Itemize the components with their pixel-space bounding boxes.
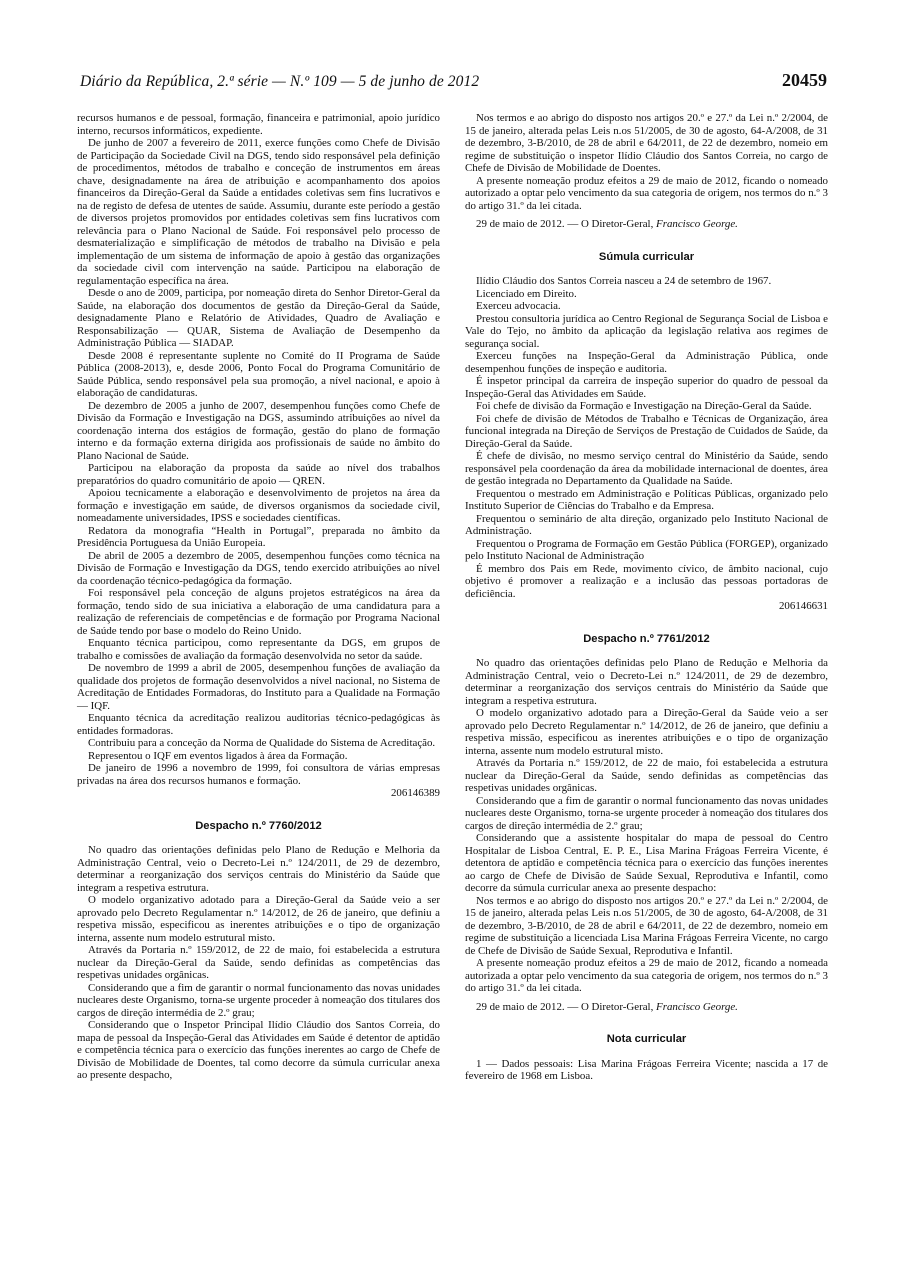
paragraph: Através da Portaria n.º 159/2012, de 22 de maio, foi estabelecida a estrutura nuclear da Direção-Geral da Saúde, sendo definidas as competências das respetivas unidades orgânicas. bbox=[77, 944, 440, 981]
paragraph: De janeiro de 1996 a novembro de 1999, foi consultora de várias empresas privadas na área dos recursos humanos e formação. bbox=[77, 762, 440, 787]
paragraph: Foi chefe de divisão de Métodos de Trabalho e Técnicas de Organização, área funcional integrada na Direção de Serviços de Prestação de Cuidados de Saúde, da Direção-Geral da Saúde. bbox=[465, 412, 828, 450]
paragraph: É membro dos Pais em Rede, movimento cívico, de âmbito nacional, cujo objetivo é promover a realização e a inclusão das pessoas portadoras de deficiência. bbox=[465, 562, 828, 600]
reference-number: 206146389 bbox=[390, 787, 440, 799]
paragraph: Exerceu advocacia. bbox=[476, 300, 561, 312]
paragraph: Foi responsável pela conceção de alguns projetos estratégicos na área da formação, tendo sido de sua iniciativa a elaboração de uma candidatura para a realização de referenciais de competências e de formação por Programa Nacional de Saúde tendo por base o modelo do Reino Unido. bbox=[77, 587, 440, 637]
paragraph: Considerando que a fim de garantir o normal funcionamento das novas unidades nucleares deste Organismo, torna-se urgente proceder à nomeação dos titulares dos cargos de direção intermédia de 2.º grau; bbox=[77, 981, 440, 1019]
paragraph: Enquanto técnica da acreditação realizou auditorias técnico-pedagógicas às entidades formadoras. bbox=[77, 712, 440, 737]
paragraph: Desde o ano de 2009, participa, por nomeação direta do Senhor Diretor-Geral da Saúde, na elaboração dos documentos de gestão da Direção-Geral da Saúde, designadamente Plano e Relatório de Atividades, Quadro de Avaliação e Responsabilização — QUAR, Sistema de Avaliação de Desempenho da Administração Pública — SIADAP. bbox=[77, 287, 440, 349]
paragraph: Frequentou o mestrado em Administração e Políticas Públicas, organizado pelo Instituto Superior de Ciências do Trabalho e da Empresa. bbox=[465, 487, 828, 512]
paragraph: Contribuiu para a conceção da Norma de Qualidade do Sistema de Acreditação. bbox=[88, 737, 436, 749]
left-column bbox=[77, 112, 440, 1082]
paragraph: Representou o IQF em eventos ligados à área da Formação. bbox=[88, 749, 348, 762]
paragraph: É chefe de divisão, no mesmo serviço central do Ministério da Saúde, sendo responsável pela coordenação da área da mobilidade internacional de doentes, área de gestão integrada no Departamento da Qualidade na Saúde. bbox=[465, 450, 828, 487]
paragraph: Considerando que a fim de garantir o normal funcionamento das novas unidades nucleares deste Organismo, torna-se urgente proceder à nomeação dos titulares dos cargos de direção intermédia de 2.º grau; bbox=[465, 794, 828, 832]
signature-text: 29 de maio de 2012. — O Diretor-Geral, bbox=[476, 218, 654, 230]
signatory-name: Francisco George. bbox=[656, 218, 738, 230]
paragraph: Licenciado em Direito. bbox=[476, 287, 577, 300]
signature-line bbox=[465, 218, 828, 231]
paragraph: O modelo organizativo adotado para a Direção-Geral da Saúde veio a ser aprovado pelo Decreto Regulamentar n.º 14/2012, de 26 de janeiro, que definiu a respetiva missão, especificou as inerentes atribuições e o tipo de organização interna, assente num modelo estrutural misto. bbox=[465, 707, 828, 757]
signature-text: 29 de maio de 2012. — O Diretor-Geral, bbox=[476, 1000, 654, 1013]
paragraph: A presente nomeação produz efeitos a 29 de maio de 2012, ficando a nomeada autorizada a optar pelo vencimento da sua categoria de origem, nos termos do n.º 3 do artigo 31.º da lei citada. bbox=[465, 957, 828, 994]
paragraph: De novembro de 1999 a abril de 2005, desempenhou funções de avaliação da qualidade dos projetos de formação desenvolvidos a nível nacional, no Sistema de Acreditação de Entidades Formadoras, do Instituto para a Qualidade na Formação — IQF. bbox=[77, 662, 440, 712]
journal-title: Diário da República, 2.ª série — N.º 109 — 5 de junho de 2012 bbox=[80, 73, 480, 90]
despacho-7761-heading: Despacho n.º 7761/2012 bbox=[583, 632, 710, 645]
paragraph: Considerando que a assistente hospitalar do mapa de pessoal do Centro Hospitalar de Lisboa Central, E. P. E., Lisa Marina Frágoas Ferreira Vicente, é detentora de aptidão e competência técnica para o exercício das funções inerentes ao cargo de Chefe de Divisão de Saúde Sexual, Reprodutiva e Infantil, como decorre da súmula curricular anexa ao presente despacho: bbox=[465, 832, 828, 894]
paragraph: 1 — Dados pessoais: Lisa Marina Frágoas Ferreira Vicente; nascida a 17 de fevereiro de 1968 em Lisboa. bbox=[465, 1057, 828, 1082]
despacho-7760-heading: Despacho n.º 7760/2012 bbox=[195, 819, 322, 832]
nota-curricular-heading: Nota curricular bbox=[606, 1033, 687, 1045]
paragraph: Considerando que o Inspetor Principal Ilídio Cláudio dos Santos Correia, do mapa de pessoal da Inspeção-Geral das Atividades em Saúde é detentor de aptidão e competência técnica para o exercício das funções inerentes ao cargo de Chefe de Divisão de Mobilidade de Doentes, tal como decorre da súmula curricular anexa ao presente despacho, bbox=[77, 1019, 440, 1081]
paragraph: Desde 2008 é representante suplente no Comité do II Programa de Saúde Pública (2008-2013), e, desde 2006, Ponto Focal do Programa Comunitário de Saúde Pública, sendo responsável pela sua promoção, a nível nacional, e apoio à elaboração de candidaturas. bbox=[77, 349, 440, 399]
paragraph: A presente nomeação produz efeitos a 29 de maio de 2012, ficando o nomeado autorizado a optar pelo vencimento da sua categoria de origem, nos termos do n.º 3 do artigo 31.º da lei citada. bbox=[465, 174, 828, 212]
paragraph: Ilídio Cláudio dos Santos Correia nasceu a 24 de setembro de 1967. bbox=[476, 275, 772, 287]
paragraph: Enquanto técnica participou, como representante da DGS, em grupos de trabalho e comissões de avaliação da formação desenvolvida no setor da saúde. bbox=[77, 637, 440, 662]
page-number: 20459 bbox=[782, 70, 827, 90]
paragraph: Exerceu funções na Inspeção-Geral da Administração Pública, onde desempenhou funções de inspeção e auditoria. bbox=[465, 350, 828, 375]
paragraph: Redatora da monografia “Health in Portugal”, preparada no âmbito da Presidência Portuguesa da União Europeia. bbox=[77, 524, 440, 549]
right-column bbox=[465, 112, 828, 1083]
paragraph: Apoiou tecnicamente a elaboração e desenvolvimento de projetos na área da formação e investigação em saúde, de diversos organismos da sociedade civil, nomeadamente universidades, IPSS e sociedades científicas. bbox=[77, 487, 440, 524]
paragraph: Participou na elaboração da proposta da saúde ao nível dos trabalhos preparatórios do quadro comunitário de apoio — QREN. bbox=[77, 462, 440, 487]
paragraph: No quadro das orientações definidas pelo Plano de Redução e Melhoria da Administração Central, veio o Decreto-Lei n.º 124/2011, de 29 de dezembro, determinar a reorganização dos serviços centrais do Ministério da Saúde que integram a respetiva estrutura. bbox=[77, 844, 440, 894]
signatory-name: Francisco George. bbox=[656, 1000, 738, 1013]
paragraph: Através da Portaria n.º 159/2012, de 22 de maio, foi estabelecida a estrutura nuclear da Direção-Geral da Saúde, sendo definidas as competências das respetivas unidades orgânicas. bbox=[465, 757, 828, 794]
paragraph: Foi chefe de divisão da Formação e Investigação na Direção-Geral da Saúde. bbox=[476, 400, 812, 412]
paragraph: Nos termos e ao abrigo do disposto nos artigos 20.º e 27.º da Lei n.º 2/2004, de 15 de janeiro, alterada pelas Leis n.os 51/2005, de 30 de agosto, 64-A/2008, de 31 de dezembro, 3-B/2010, de 28 de abril e 64/2011, de 22 de dezembro, nomeio em regime de substituição o inspetor Ilídio Cláudio dos Santos Correia, no cargo de Chefe de Divisão de Mobilidade de Doentes. bbox=[465, 112, 828, 174]
paragraph: O modelo organizativo adotado para a Direção-Geral da Saúde veio a ser aprovado pelo Decreto Regulamentar n.º 14/2012, de 26 de janeiro, que definiu a respetiva missão, especificou as inerentes atribuições e o tipo de organização interna, assente num modelo estrutural misto. bbox=[77, 894, 440, 944]
paragraph: De abril de 2005 a dezembro de 2005, desempenhou funções como técnica na Divisão de Formação e Investigação da DGS, tendo exercido atribuições ao nível da coordenação técnico-pedagógica da formação. bbox=[77, 549, 440, 587]
paragraph: É inspetor principal da carreira de inspeção superior do quadro de pessoal da Inspeção-Geral das Atividades em Saúde. bbox=[465, 375, 828, 400]
page-header bbox=[80, 70, 827, 96]
paragraph: Nos termos e ao abrigo do disposto nos artigos 20.º e 27.º da Lei n.º 2/2004, de 15 de janeiro, alterada pelas Leis n.os 51/2005, de 30 de agosto, 64-A/2008, de 31 de dezembro, 3-B/2010, de 28 de abril e 64/2011, de 22 de dezembro, nomeio em regime de substituição a licenciada Lisa Marina Frágoas Ferreira Vicente, no cargo de Chefe de Divisão de Saúde Sexual, Reprodutiva e Infantil. bbox=[465, 894, 828, 957]
signature-line bbox=[465, 1001, 828, 1014]
paragraph: No quadro das orientações definidas pelo Plano de Redução e Melhoria da Administração Central, veio o Decreto-Lei n.º 124/2011, de 29 de dezembro, determinar a reorganização dos serviços centrais do Ministério da Saúde que integram a respetiva estrutura. bbox=[465, 657, 828, 707]
paragraph: Frequentou o Programa de Formação em Gestão Pública (FORGEP), organizado pelo Instituto Nacional de Administração bbox=[465, 537, 828, 562]
paragraph: De junho de 2007 a fevereiro de 2011, exerce funções como Chefe de Divisão de Participação da Sociedade Civil na DGS, tendo sido responsável pela definição de procedimentos, métodos de trabalho e conceção de instrumentos em áreas chave, designadamente na área de atribuição e acompanhamento dos apoios financeiros da Direção-Geral da Saúde a entidades coletivas sem fins lucrativos e na de registo de defesa de utentes de saúde. Assumiu, durante este período a gestão de diversos projetos promovidos por entidades coletivas sem fins lucrativos com relevância para o Plano Nacional de Saúde. Foi responsável pelo processo de desmaterialização e simplificação de métodos de trabalho na Divisão e pela implementação de um sistema de informação de apoio à gestão das organizações da sociedade civil com intervenção na saúde. Participou na elaboração de regulamentação específica na área. bbox=[77, 137, 440, 287]
paragraph: De dezembro de 2005 a junho de 2007, desempenhou funções como Chefe de Divisão da Formação e Investigação na DGS, assumindo atribuições ao nível da coordenação interna dos estágios de formação, gestão do plano de formação interno e da formação externa dirigida aos profissionais de saúde no âmbito do Plano Nacional de Saúde. bbox=[77, 399, 440, 462]
reference-number: 206146631 bbox=[778, 600, 828, 612]
paragraph: Prestou consultoria jurídica ao Centro Regional de Segurança Social de Lisboa e Vale do Tejo, no âmbito da aplicação da legislação relativa aos regimes de segurança social. bbox=[465, 312, 828, 350]
sumula-heading: Súmula curricular bbox=[598, 250, 695, 263]
paragraph: Frequentou o seminário de alta direção, organizado pelo Instituto Nacional de Administração. bbox=[465, 512, 828, 537]
paragraph: recursos humanos e de pessoal, formação, financeira e patrimonial, apoio jurídico interno, recursos informáticos, expediente. bbox=[77, 112, 440, 137]
